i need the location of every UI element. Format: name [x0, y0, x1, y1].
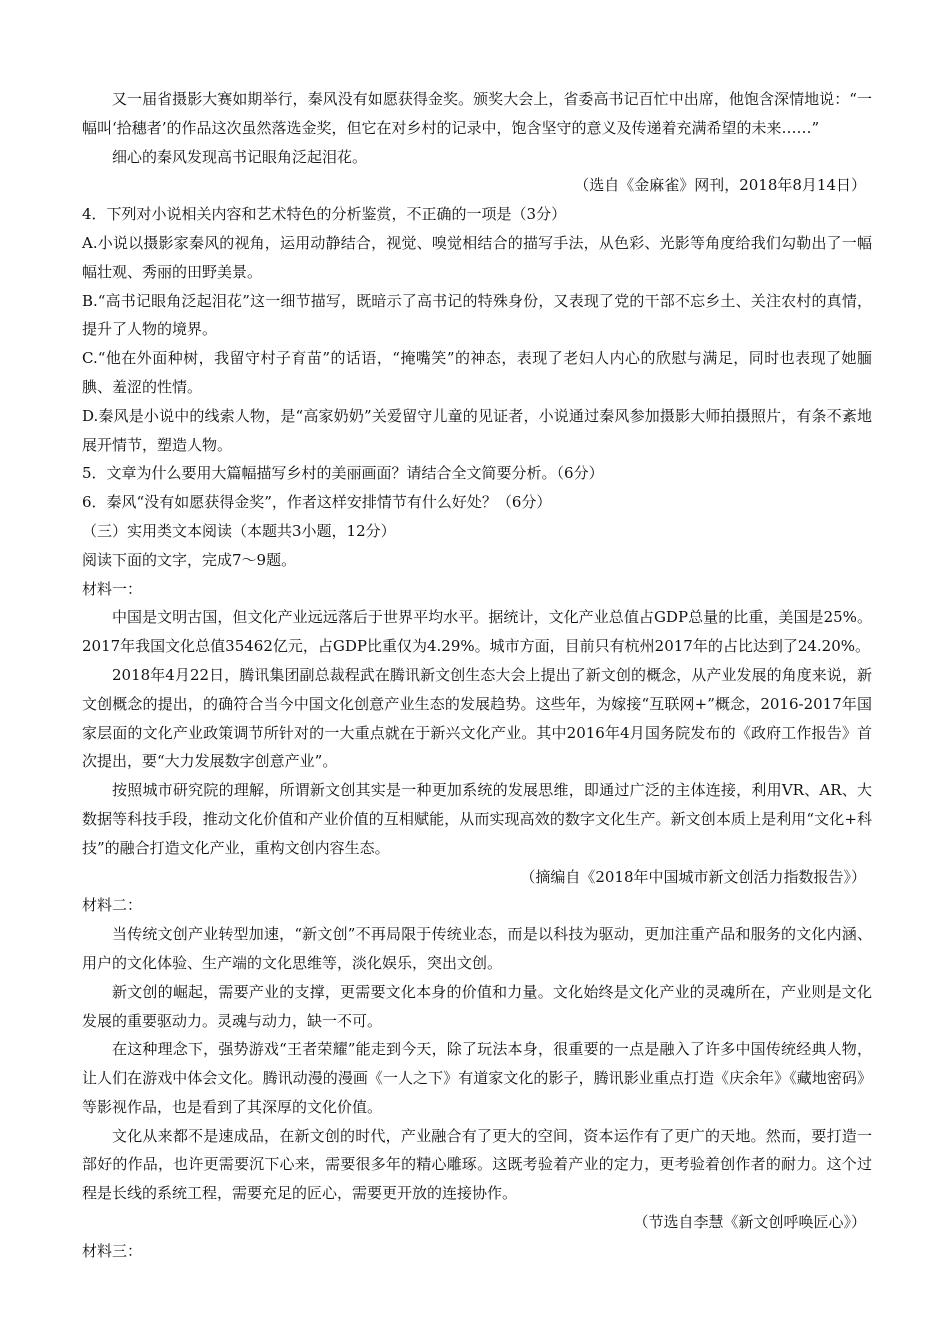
material-1-source: （摘编自《2018年中国城市新文创活力指数报告》） — [520, 867, 866, 886]
material-2-paragraph-1: 当传统文创产业转型加速，“新文创”不再局限于传统业态，而是以科技为驱动，更加注重产品和服务的文化内涵、用户的文化体验、生产端的文化思维等，淡化娱乐，突出文创。 — [82, 925, 872, 972]
question-4-option-b: B.“高书记眼角泛起泪花”这一细节描写，既暗示了高书记的特殊身份，又表现了党的干部不忘乡土、关注农村的真情，提升了人物的境界。 — [82, 291, 872, 339]
material-3-label: 材料三： — [82, 1241, 143, 1260]
story-paragraph-1: 又一届省摄影大赛如期举行，秦风没有如愿获得金奖。颁奖大会上，省委高书记百忙中出席，他饱含深情地说：“一幅叫‘拾穗者’的作品这次虽然落选金奖，但它在对乡村的记录中，饱含坚守的意义及传递着充满希望的未来……” — [82, 90, 872, 137]
question-4-stem: 4．下列对小说相关内容和艺术特色的分析鉴赏，不正确的一项是（3分） — [82, 205, 567, 224]
material-1-paragraph-3: 按照城市研究院的理解，所谓新文创其实是一种更加系统的发展思维，即通过广泛的主体连接，利用VR、AR、大数据等科技手段，推动文化价值和产业价值的互相赋能，从而实现高效的数字文化生产。新文创本质上是利用“文化+科技”的融合打造文化产业，重构文创内容生态。 — [82, 781, 872, 857]
material-2-label: 材料二： — [82, 896, 143, 915]
material-1-paragraph-2: 2018年4月22日，腾讯集团副总裁程武在腾讯新文创生态大会上提出了新文创的概念，从产业发展的角度来说，新文创概念的提出，的确符合当今中国文化创意产业生态的发展趋势。这些年，为嫁接“互联网+”概念，2016-2017年国家层面的文化产业政策调节所针对的一大重点就在于新兴文化产业。其中2016年4月国务院发布的《政府工作报告》首次提出，要“大力发展数字创意产业”。 — [82, 665, 872, 771]
question-4-option-d: D.秦风是小说中的线索人物，是“高家奶奶”关爱留守儿童的见证者，小说通过秦风参加摄影大师拍摄照片，有条不紊地展开情节，塑造人物。 — [82, 406, 872, 454]
material-2-paragraph-2: 新文创的崛起，需要产业的支撑，更需要文化本身的价值和力量。文化始终是文化产业的灵魂所在，产业则是文化发展的重要驱动力。灵魂与动力，缺一不可。 — [82, 982, 872, 1030]
question-4-option-c: C.“他在外面种树，我留守村子育苗”的话语，“掩嘴笑”的神态，表现了老妇人内心的欣慰与满足，同时也表现了她腼腆、羞涩的性情。 — [82, 349, 872, 396]
question-5: 5．文章为什么要用大篇幅描写乡村的美丽画面？请结合全文简要分析。（6分） — [82, 464, 604, 483]
material-2-source: （节选自李慧《新文创呼唤匠心》） — [633, 1213, 866, 1232]
section-3-heading: （三）实用类文本阅读（本题共3小题，12分） — [82, 521, 396, 540]
material-2-paragraph-3: 在这种理念下，强势游戏“王者荣耀”能走到今天，除了玩法本身，很重要的一点是融入了许多中国传统经典人物，让人们在游戏中体会文化。腾讯动漫的漫画《一人之下》有道家文化的影子，腾讯影业重点打造《庆余年》《藏地密码》等影视作品，也是看到了其深厚的文化价值。 — [82, 1040, 872, 1116]
question-4-option-a: A.小说以摄影家秦风的视角，运用动静结合，视觉、嗅觉相结合的描写手法，从色彩、光影等角度给我们勾勒出了一幅幅壮观、秀丽的田野美景。 — [82, 233, 872, 281]
material-1-label: 材料一： — [82, 579, 143, 598]
question-6: 6．秦风“没有如愿获得金奖”，作者这样安排情节有什么好处？（6分） — [82, 493, 552, 512]
story-source: （选自《金麻雀》网刊，2018年8月14日） — [574, 176, 866, 195]
material-1-paragraph-1: 中国是文明古国，但文化产业远远落后于世界平均水平。据统计，文化产业总值占GDP总量的比重，美国是25%。2017年我国文化总值35462亿元，占GDP比重仅为4.29%。城市方面，目前只有杭州2017年的占比达到了24.20%。 — [82, 608, 872, 656]
section-3-instruction: 阅读下面的文字，完成7～9题。 — [82, 550, 297, 569]
exam-page — [82, 85, 872, 1266]
material-2-paragraph-4: 文化从来都不是速成品，在新文创的时代，产业融合有了更大的空间，资本运作有了更广的天地。然而，要打造一部好的作品，也许更需要沉下心来，需要很多年的精心雕琢。这既考验着产业的定力，更考验着创作者的耐力。这个过程是长线的系统工程，需要充足的匠心，需要更开放的连接协作。 — [82, 1126, 872, 1203]
story-paragraph-2: 细心的秦风发现高书记眼角泛起泪花。 — [112, 147, 368, 166]
